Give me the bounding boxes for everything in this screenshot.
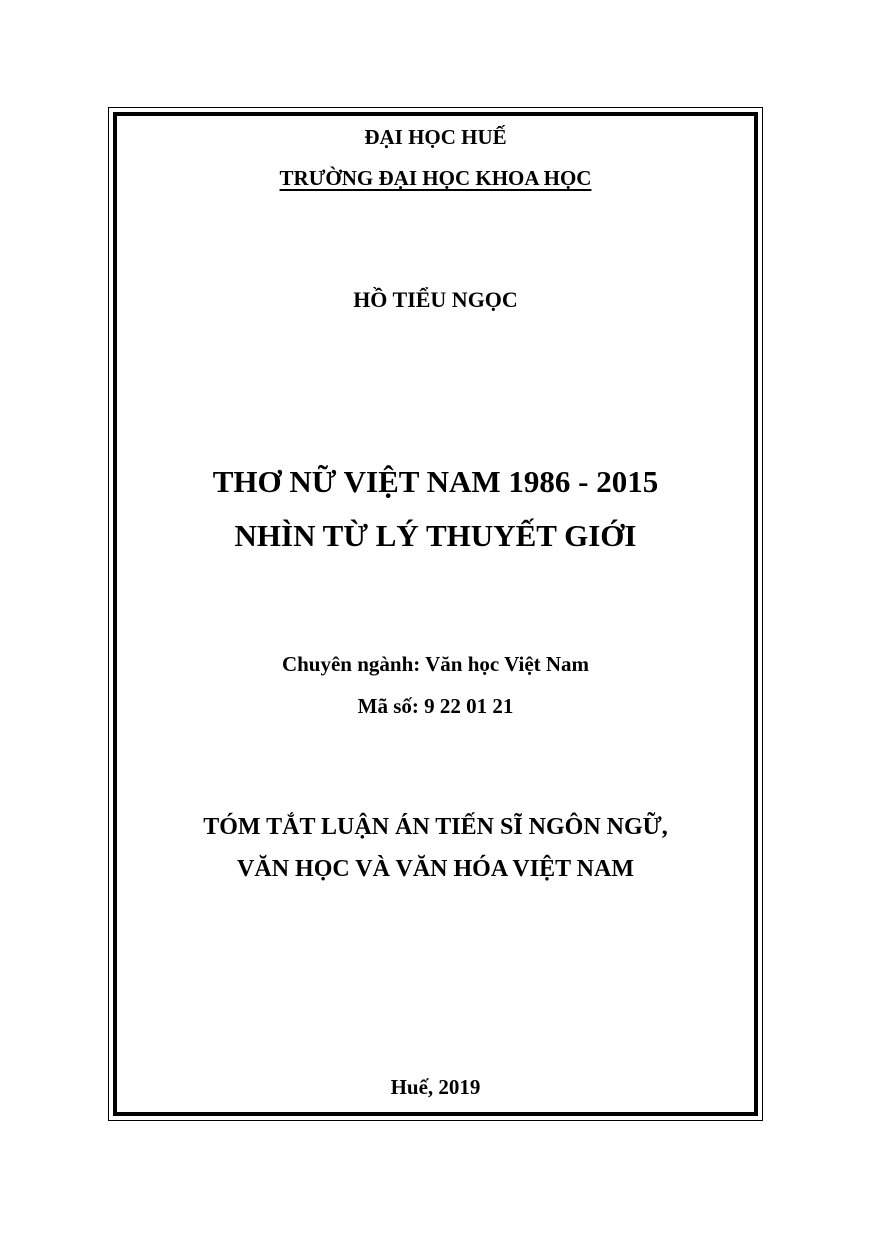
place-and-year: Huế, 2019 <box>390 1075 481 1099</box>
school-name <box>113 166 758 191</box>
thesis-title-line-2: NHÌN TỪ LÝ THUYẾT GIỚI <box>234 518 637 553</box>
document-type-line-1: TÓM TẮT LUẬN ÁN TIẾN SĨ NGÔN NGỮ, <box>203 814 668 840</box>
school-name-text: TRƯỜNG ĐẠI HỌC KHOA HỌC <box>279 166 592 190</box>
page-border-inner <box>113 112 758 1116</box>
major-label: Chuyên ngành: Văn học Việt Nam <box>281 652 590 676</box>
thesis-title-line-1: THƠ NỮ VIỆT NAM 1986 - 2015 <box>212 464 659 499</box>
document-type-line-2: VĂN HỌC VÀ VĂN HÓA VIỆT NAM <box>237 856 634 882</box>
major-code: Mã số: 9 22 01 21 <box>357 694 514 718</box>
university-name: ĐẠI HỌC HUẾ <box>364 125 507 149</box>
author-name: HỒ TIỂU NGỌC <box>353 287 518 312</box>
